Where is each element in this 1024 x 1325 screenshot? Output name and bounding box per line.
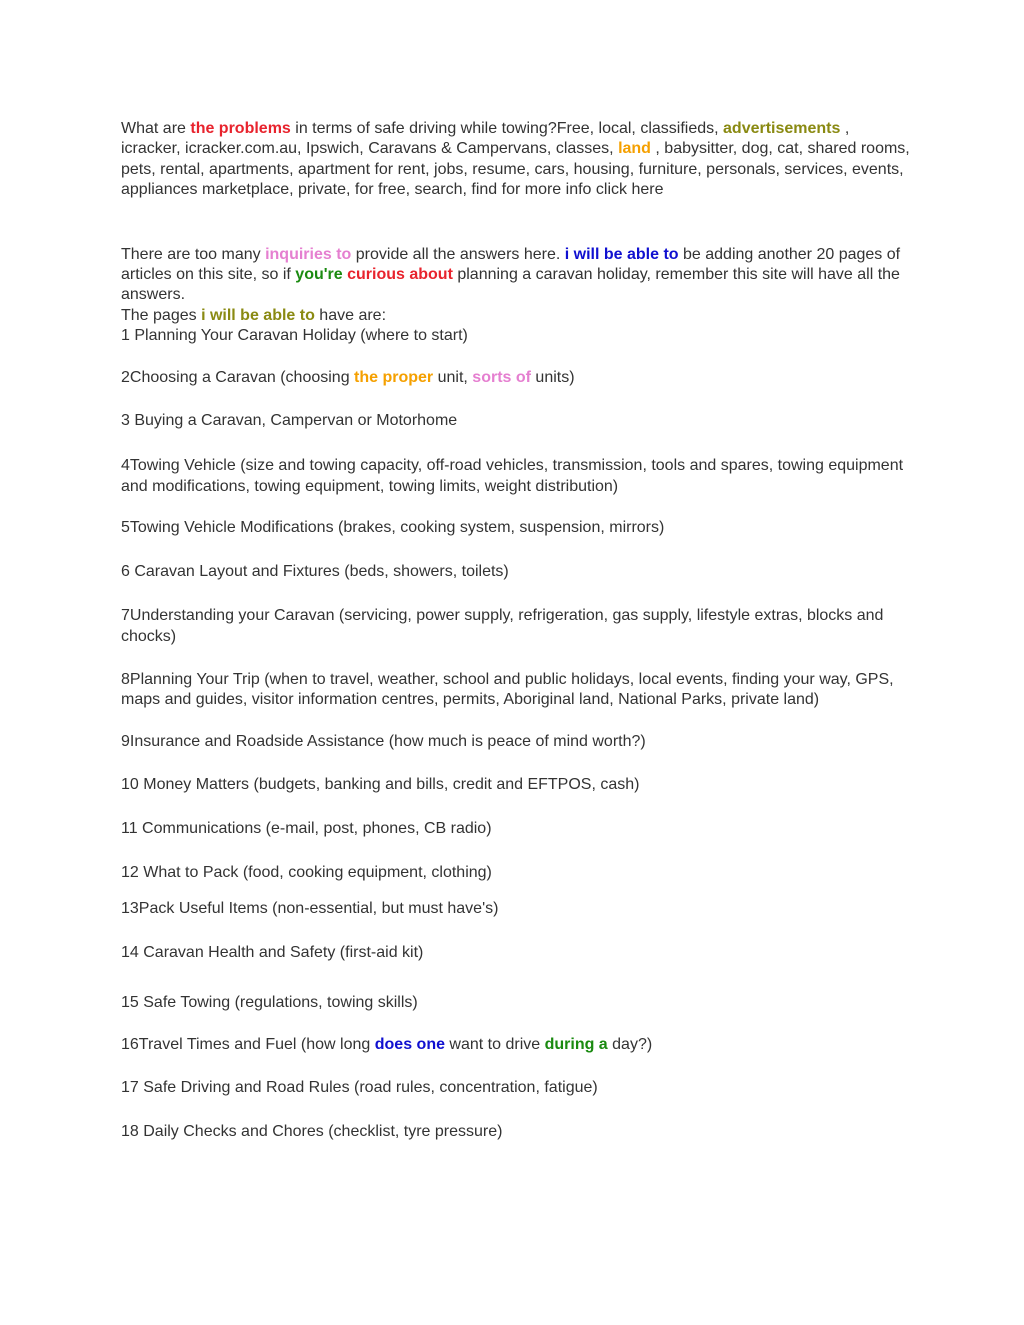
intro-text-3: , icracker, icracker.com.au, Ipswich, Caravans & Campervans, classes,: [121, 120, 850, 158]
list-item: 4Towing Vehicle (size and towing capacity, off-road vehicles, transmission, tools and spares, towing equipment and modifications, towing equipment, towing limits, weight distribution): [121, 457, 904, 495]
body-text-2: provide all the answers here.: [351, 245, 565, 263]
list-item: 6 Caravan Layout and Fixtures (beds, showers, toilets): [121, 562, 509, 580]
list-item: 13Pack Useful Items (non-essential, but must have's): [121, 900, 499, 918]
keyword-highlight: i will be able to: [201, 306, 315, 324]
list-item: 11 Communications (e-mail, post, phones, CB radio): [121, 819, 492, 837]
body-text-7: have are:: [314, 306, 387, 324]
keyword-highlight: i will be able to: [564, 245, 679, 263]
intro-text-1: What are: [121, 120, 191, 137]
document-page: [121, 119, 911, 1143]
body-text-1: There are too many: [121, 245, 266, 263]
list-item-text: want to drive: [444, 1035, 545, 1053]
list-item: 3 Buying a Caravan, Campervan or Motorhome: [121, 412, 458, 430]
intro-text-4: , babysitter, dog, cat, shared rooms, pets, rental, apartments, apartment for rent, jobs, resume, cars, housing, furniture, personals, services, events, appliances marketplace, private, for free, search, find for more info click here: [121, 140, 910, 199]
keyword-highlight: during a: [544, 1035, 608, 1053]
list-item: 8Planning Your Trip (when to travel, weather, school and public holidays, local events, finding your way, GPS, maps and guides, visitor information centres, permits, Aboriginal land, National Parks, private land): [121, 670, 894, 709]
list-item: 1 Planning Your Caravan Holiday (where to start): [121, 327, 468, 345]
body-text-5: planning a caravan holiday, remember this site will have all the answers.: [121, 266, 900, 304]
list-item: 9Insurance and Roadside Assistance (how much is peace of mind worth?): [121, 732, 646, 750]
keyword-highlight: sorts of: [472, 368, 531, 386]
list-item: 5Towing Vehicle Modifications (brakes, cooking system, suspension, mirrors): [121, 519, 665, 537]
keyword-highlight: does one: [374, 1035, 445, 1053]
keyword-highlight: the proper: [354, 368, 434, 386]
intro-text-2: in terms of safe driving while towing?Free, local, classifieds,: [290, 120, 724, 137]
body-text-3: be adding another 20 pages of articles on this site, so if: [121, 245, 901, 284]
list-item: 10 Money Matters (budgets, banking and bills, credit and EFTPOS, cash): [121, 776, 640, 794]
keyword-highlight: advertisements: [723, 120, 841, 137]
list-item: 15 Safe Towing (regulations, towing skills): [121, 994, 418, 1012]
list-item: 17 Safe Driving and Road Rules (road rules, concentration, fatigue): [121, 1078, 598, 1096]
list-item-text: units): [530, 368, 575, 386]
keyword-highlight: you're: [295, 266, 343, 284]
list-item-text: day?): [607, 1035, 653, 1053]
keyword-highlight: the problems: [190, 120, 291, 137]
keyword-highlight: curious about: [347, 266, 453, 284]
list-item-text: unit,: [433, 368, 473, 386]
list-item: 12 What to Pack (food, cooking equipment, clothing): [121, 863, 492, 881]
keyword-highlight: land: [618, 140, 651, 158]
intro-paragraph: [121, 119, 911, 201]
list-item: [121, 368, 911, 388]
list-item: [121, 1035, 911, 1055]
list-item: 7Understanding your Caravan (servicing, power supply, refrigeration, gas supply, lifestyle extras, blocks and chocks): [121, 607, 884, 645]
body-text-6: The pages: [121, 306, 202, 324]
body-paragraph: [121, 245, 911, 327]
list-item-text: 2Choosing a Caravan (choosing: [121, 368, 355, 386]
list-item: 18 Daily Checks and Chores (checklist, tyre pressure): [121, 1123, 503, 1141]
list-item-text: 16Travel Times and Fuel (how long: [121, 1035, 375, 1053]
list-item: 14 Caravan Health and Safety (first-aid kit): [121, 943, 424, 961]
keyword-highlight: inquiries to: [265, 245, 352, 263]
